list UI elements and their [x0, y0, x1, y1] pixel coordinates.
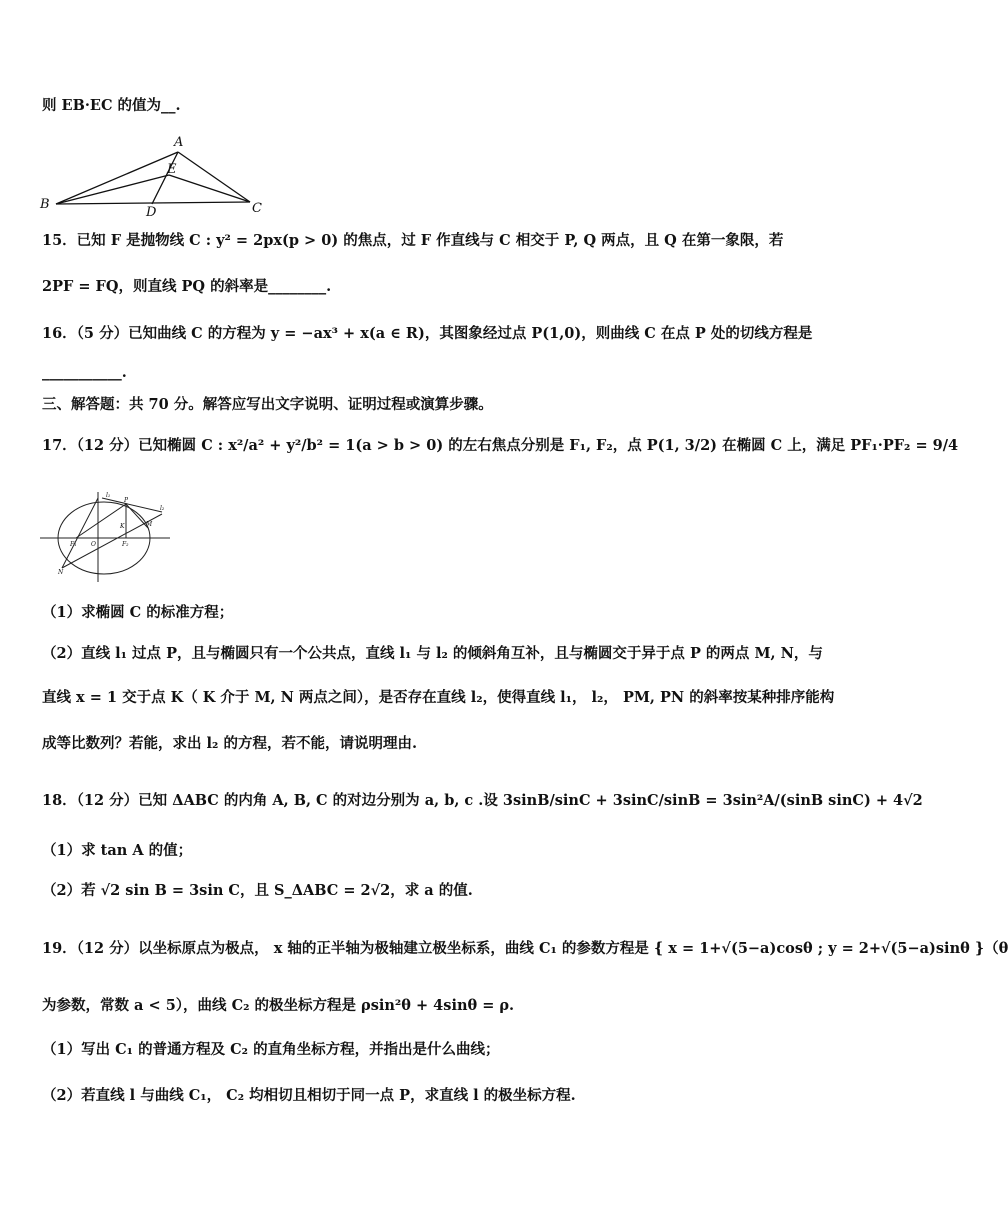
- q16-line1: 16．（5 分）已知曲线 C 的方程为 y = −ax³ + x(a ∈ R)，其图象经过点 P(1,0)，则曲线 C 在点 P 处的切线方程是: [42, 325, 813, 342]
- q15-line1: 15．已知 F 是抛物线 C : y² = 2px(p > 0) 的焦点，过 F 作直线与 C 相交于 P, Q 两点，且 Q 在第一象限，若: [42, 232, 784, 249]
- q19-part2: （2）若直线 l 与曲线 C₁， C₂ 均相切且相切于同一点 P，求直线 l 的极坐标方程.: [42, 1087, 576, 1104]
- q17-stem: 17．（12 分）已知椭圆 C : x²/a² + y²/b² = 1(a > b > 0) 的左右焦点分别是 F₁, F₂，点 P(1, 3/2) 在椭圆 C 上，满足 PF₁·PF₂ = 9/4: [42, 437, 959, 454]
- label-n: N: [58, 569, 64, 576]
- triangle-figure: [36, 130, 276, 220]
- q19-stem-cont: 为参数，常数 a < 5），曲线 C₂ 的极坐标方程是 ρsin²θ + 4sinθ = ρ.: [42, 997, 515, 1014]
- section-title: 三、解答题：共 70 分。解答应写出文字说明、证明过程或演算步骤。: [42, 396, 493, 413]
- label-l2: l₂: [160, 505, 165, 512]
- label-e: E: [167, 162, 177, 177]
- segment-ec: [169, 175, 250, 202]
- label-p: P: [124, 497, 129, 504]
- label-d: D: [146, 205, 157, 220]
- segment-pn: [62, 498, 98, 568]
- q17-part2-l2: 直线 x = 1 交于点 K（ K 介于 M, N 两点之间），是否存在直线 l₂，使得直线 l₁， l₂， PM, PN 的斜率按某种排序能构: [42, 689, 835, 706]
- q18-part1: （1）求 tan A 的值；: [42, 842, 193, 859]
- ellipse-figure: [36, 488, 176, 584]
- q17-part1: （1）求椭圆 C 的标准方程；: [42, 604, 234, 621]
- q14-tail: 则 EB·EC 的值为__.: [42, 97, 181, 114]
- label-k: K: [120, 523, 125, 530]
- label-a: A: [174, 135, 184, 150]
- q15-line2: 2PF = FQ，则直线 PQ 的斜率是________.: [42, 278, 332, 295]
- label-m: M: [146, 521, 153, 528]
- label-l1: l₁: [106, 492, 111, 499]
- segment-f1p: [76, 504, 126, 538]
- label-f2: F₂: [122, 541, 129, 548]
- label-f1: F₁: [70, 541, 77, 548]
- label-b: B: [40, 197, 50, 212]
- q16-line2: ___________.: [42, 364, 127, 381]
- side-ac: [178, 152, 250, 202]
- q17-part2-l3: 成等比数列？若能，求出 l₂ 的方程，若不能，请说明理由.: [42, 735, 418, 752]
- q17-part2-l1: （2）直线 l₁ 过点 P，且与椭圆只有一个公共点，直线 l₁ 与 l₂ 的倾斜角互补，且与椭圆交于异于点 P 的两点 M, N，与: [42, 645, 823, 662]
- label-o: O: [91, 541, 96, 548]
- label-c: C: [252, 201, 262, 216]
- q19-stem: 19．（12 分）以坐标原点为极点， x 轴的正半轴为极轴建立极坐标系，曲线 C₁ 的参数方程是 { x = 1+√(5−a)cosθ ; y = 2+√(5−a)sinθ }（θ: [42, 940, 1008, 957]
- q19-part1: （1）写出 C₁ 的普通方程及 C₂ 的直角坐标方程，并指出是什么曲线；: [42, 1041, 500, 1058]
- q18-part2: （2）若 √2 sin B = 3sin C，且 S_ΔABC = 2√2，求 a 的值.: [42, 882, 473, 899]
- q18-stem: 18．（12 分）已知 ΔABC 的内角 A, B, C 的对边分别为 a, b, c .设 3sinB/sinC + 3sinC/sinB = 3sin²A/(sinB sinC) + 4√2: [42, 792, 923, 809]
